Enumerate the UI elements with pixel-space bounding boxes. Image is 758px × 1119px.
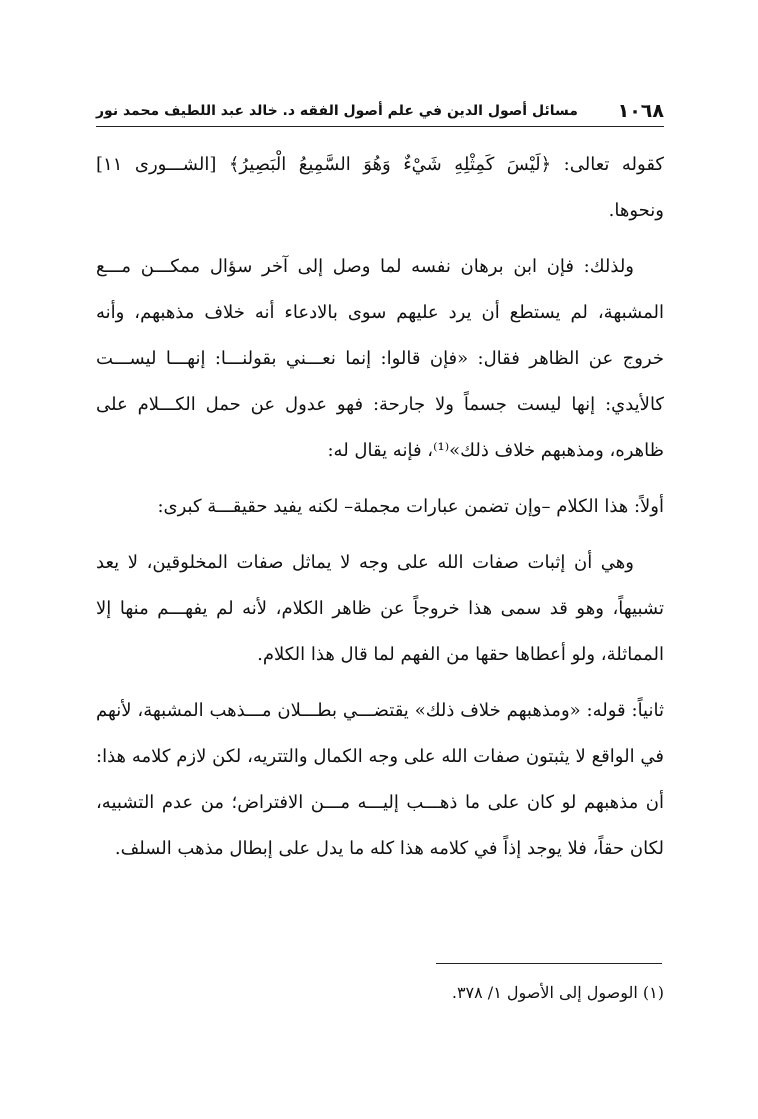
paragraph-ibn-burhan: ولذلك: فإن ابن برهان نفسه لما وصل إلى آخر سؤال ممكـــن مـــع المشبهة، لم يستطع أن يرد عليهم سوى بالادعاء أنه خلاف مذهبهم، وأنه خروج عن الظاهر فقال: «فإن قالوا: إنما نعـــني بقولنـــا: إنهـــا ليســـت كالأيدي: إنها ليست جسماً ولا جارحة: فهو عدول عن حمل الكـــلام على ظاهره، ومذهبهم خلاف ذلك»⁽¹⁾، فإنه يقال له: bbox=[96, 256, 664, 461]
footnote-divider bbox=[436, 963, 662, 964]
page-number: ١٠٦٨ bbox=[617, 100, 664, 122]
running-title: مسائل أصول الدين في علم أصول الفقه د. خالد عبد اللطيف محمد نور bbox=[96, 103, 578, 119]
paragraph-first-point: أولاً: هذا الكلام –وإن تضمن عبارات مجملة– لكنه يفيد حقيقـــة كبرى: bbox=[157, 496, 664, 517]
main-text bbox=[96, 142, 664, 872]
page-header bbox=[96, 98, 664, 127]
paragraph-second-point: ثانياً: قوله: «ومذهبهم خلاف ذلك» يقتضـــي بطـــلان مـــذهب المشبهة، لأنهم في الواقع لا يثبتون صفات الله على وجه الكمال والتتريه، لكن لازم كلامه هذا: أن مذهبهم لو كان على ما ذهـــب إليـــه مـــن الافتراض؛ من عدم التشبيه، لكان حقاً، فلا يوجد إذاً في كلامه هذا كله ما يدل على إبطال مذهب السلف. bbox=[96, 700, 664, 859]
footnote: (١) الوصول إلى الأصول ١/ ٣٧٨. bbox=[451, 983, 664, 1002]
paragraph-explanation: وهي أن إثبات صفات الله على وجه لا يماثل صفات المخلوقين، لا يعد تشبيهاً، وهو قد سمى هذا خروجاً عن ظاهر الكلام، لأنه لم يفهـــم منها إلا المماثلة، ولو أعطاها حقها من الفهم لما قال هذا الكلام. bbox=[96, 552, 664, 665]
paragraph-verse-quote: كقوله تعالى: ﴿لَيْسَ كَمِثْلِهِ شَيْءٌ وَهُوَ السَّمِيعُ الْبَصِيرُ﴾ [الشـــورى ١١] ونحوها. bbox=[96, 154, 664, 221]
